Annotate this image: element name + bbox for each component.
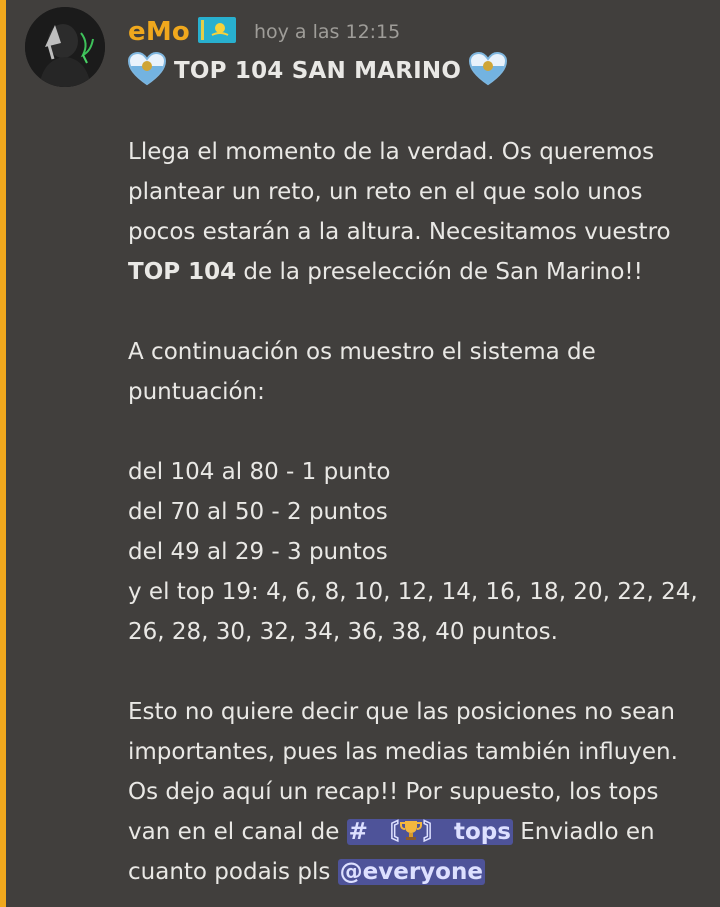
text-segment: cuanto podais pls: [128, 859, 338, 885]
message-body: [128, 132, 703, 892]
text-line: importantes, pues las medias también influyen.: [128, 739, 678, 765]
text-line: Os dejo aquí un recap!! Por supuesto, los tops: [128, 779, 659, 805]
text-line: y el top 19: 4, 6, 8, 10, 12, 14, 16, 18, 20, 22, 24,: [128, 579, 698, 605]
message-title: [128, 50, 507, 92]
trophy-icon: [399, 815, 423, 855]
text-line: Esto no quiere decir que las posiciones no sean: [128, 699, 675, 725]
bold-top-104: TOP 104: [128, 259, 237, 285]
channel-hash: #: [348, 819, 368, 845]
text-segment: Enviadlo en: [512, 819, 655, 845]
san-marino-heart-icon: [469, 52, 507, 90]
text-line: del 104 al 80 - 1 punto: [128, 459, 391, 485]
text-line: [128, 852, 703, 892]
message-header: [128, 12, 400, 52]
text-line: del 70 al 50 - 2 puntos: [128, 499, 388, 525]
text-line: A continuación os muestro el sistema de: [128, 339, 596, 365]
user-avatar[interactable]: [25, 7, 105, 87]
avatar-image: [25, 7, 105, 87]
channel-mention-tops[interactable]: [347, 819, 513, 845]
points-paragraph: [128, 452, 703, 652]
text-segment: de la preselección de San Marino!!: [236, 259, 643, 285]
text-line: Llega el momento de la verdad. Os queremos: [128, 139, 655, 165]
intro-paragraph: [128, 132, 703, 292]
text-line: puntuación:: [128, 379, 265, 405]
text-line: [128, 252, 703, 292]
title-text: TOP 104 SAN MARINO: [174, 58, 462, 84]
channel-bracket-open: 〘: [375, 819, 399, 845]
text-segment: van en el canal de: [128, 819, 347, 845]
channel-bracket-close: 〙: [422, 819, 446, 845]
text-line: [128, 812, 703, 852]
username[interactable]: eMo: [128, 17, 190, 47]
san-marino-heart-icon: [128, 52, 166, 90]
text-line: pocos estarán a la altura. Necesitamos vuestro: [128, 219, 671, 245]
message-timestamp: hoy a las 12:15: [253, 21, 401, 43]
system-paragraph: [128, 332, 703, 412]
everyone-mention[interactable]: @everyone: [339, 859, 483, 885]
text-line: plantear un reto, un reto en el que solo unos: [128, 179, 643, 205]
closing-paragraph: [128, 692, 703, 892]
text-line: 26, 28, 30, 32, 34, 36, 38, 40 puntos.: [128, 619, 558, 645]
text-line: del 49 al 29 - 3 puntos: [128, 539, 388, 565]
channel-name: tops: [453, 819, 511, 845]
mention-highlight-bar: [0, 0, 6, 907]
kazakhstan-flag-icon: [198, 17, 236, 47]
